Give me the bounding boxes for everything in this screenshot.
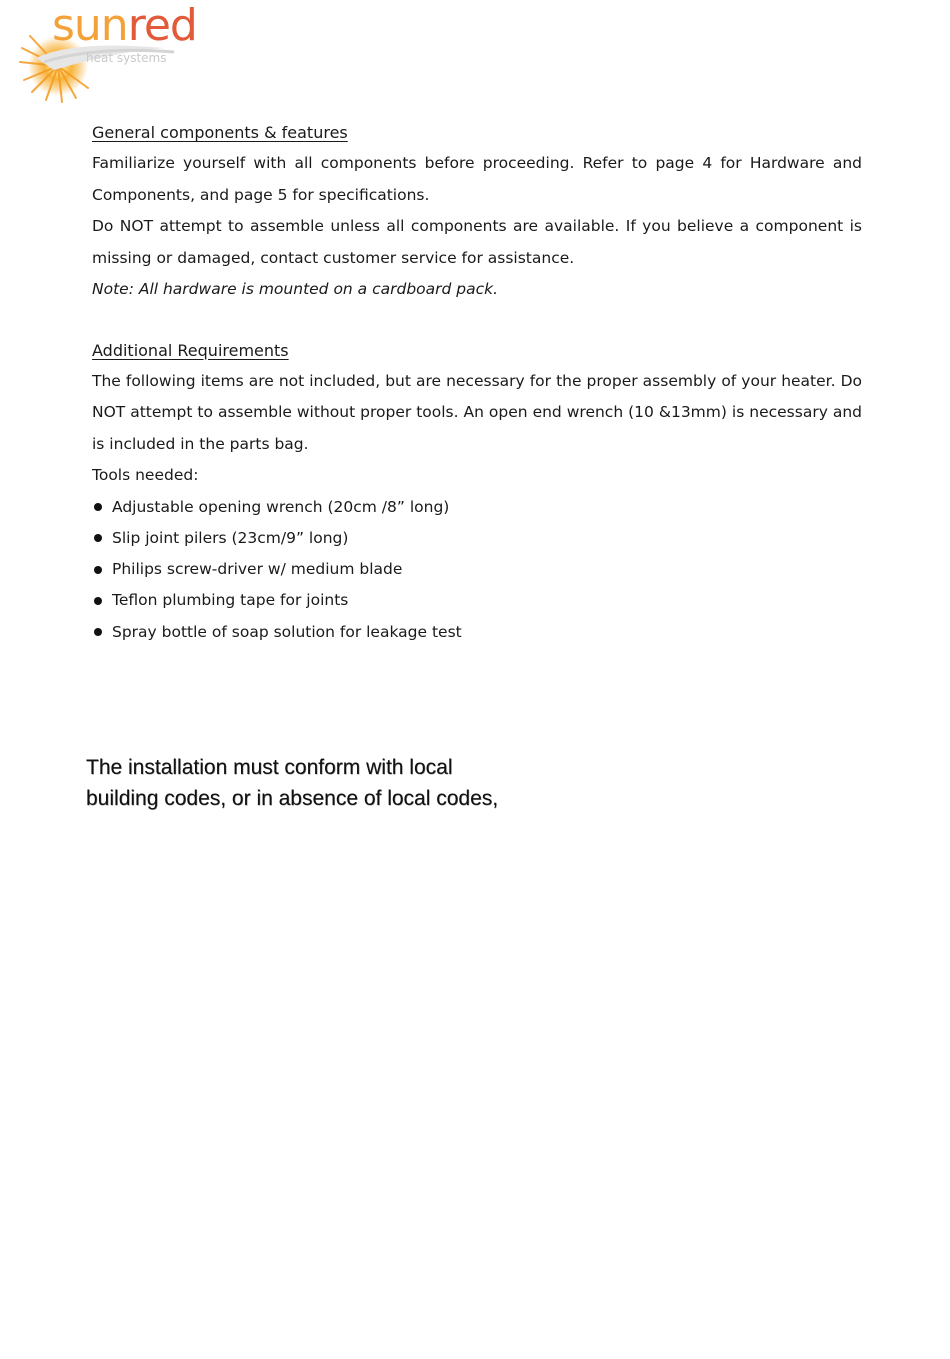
building-codes-notice	[86, 752, 606, 814]
logo-word-sun: sun	[52, 0, 128, 51]
hardware-note: Note: All hardware is mounted on a cardboard pack.	[92, 280, 499, 298]
general-components-paragraph-2: Do NOT attempt to assemble unless all components are available. If you believe a component is missing or damaged, contact customer service for assistance.	[92, 217, 862, 267]
general-components-heading: General components & features	[92, 123, 348, 142]
bullet-icon	[94, 628, 102, 636]
list-item	[92, 585, 862, 616]
tools-list	[92, 492, 862, 648]
bullet-icon	[94, 597, 102, 605]
general-components-paragraph-1: Familiarize yourself with all components before proceeding. Refer to page 4 for Hardware and Components, and page 5 for specifications.	[92, 154, 862, 204]
bullet-icon	[94, 566, 102, 574]
list-item	[92, 554, 862, 585]
tool-item-label: Philips screw-driver w/ medium blade	[112, 560, 403, 579]
tool-item-label: Spray bottle of soap solution for leakage test	[112, 622, 462, 641]
additional-requirements-paragraph: The following items are not included, but are necessary for the proper assembly of your heater. Do NOT attempt to assemble without proper tools. An open end wrench (10 &13mm) is necessary and is included in the parts bag.	[92, 371, 862, 453]
tool-item-label: Teflon plumbing tape for joints	[112, 591, 349, 610]
tool-item-label: Adjustable opening wrench (20cm /8” long)	[112, 497, 450, 516]
sunred-logo	[14, 0, 197, 106]
codes-notice-line-2: building codes, or in absence of local codes,	[86, 787, 499, 810]
additional-requirements-heading: Additional Requirements	[92, 340, 289, 360]
bullet-icon	[94, 534, 102, 542]
bullet-icon	[94, 503, 102, 511]
logo-word-red: red	[127, 0, 197, 51]
logo-tagline: heat systems	[86, 51, 167, 65]
tool-item-label: Slip joint pilers (23cm/9” long)	[112, 528, 349, 547]
list-item	[92, 523, 862, 554]
codes-notice-line-1: The installation must conform with local	[86, 756, 453, 779]
list-item	[92, 492, 862, 523]
logo-wordmark	[52, 0, 197, 51]
list-item	[92, 617, 862, 648]
tools-needed-label: Tools needed:	[92, 466, 199, 484]
document-body	[92, 120, 862, 648]
